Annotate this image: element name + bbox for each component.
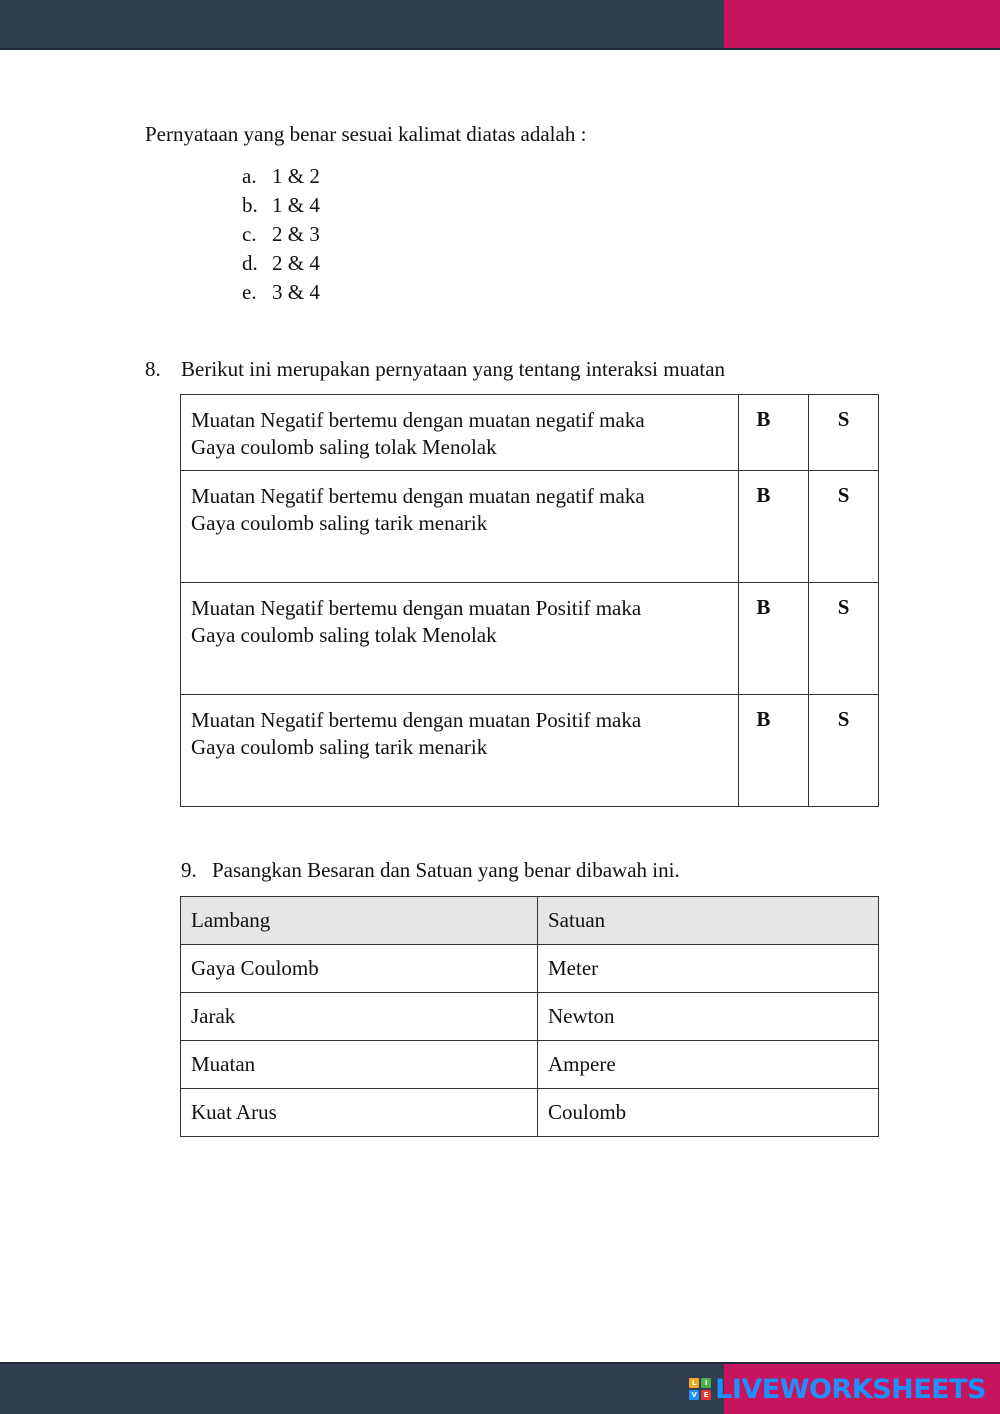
true-option[interactable]: B	[738, 695, 809, 807]
tf-statement: Muatan Negatif bertemu dengan muatan Positif maka Gaya coulomb saling tarik menarik	[181, 695, 739, 807]
option-a[interactable]: a. 1 & 2	[242, 164, 320, 188]
footer-bar	[0, 1362, 1000, 1414]
tf-statement: Muatan Negatif bertemu dengan muatan negatif maka Gaya coulomb saling tarik menarik	[181, 471, 739, 583]
matching-table	[180, 896, 879, 1137]
match-item-left[interactable]: Gaya Coulomb	[181, 945, 538, 993]
option-e[interactable]: e. 3 & 4	[242, 280, 320, 304]
tf-row	[181, 471, 879, 583]
false-option[interactable]: S	[809, 471, 879, 583]
tf-statement: Muatan Negatif bertemu dengan muatan negatif maka Gaya coulomb saling tolak Menolak	[181, 395, 739, 471]
table-row	[181, 1089, 879, 1137]
q8-question: Berikut ini merupakan pernyataan yang tentang interaksi muatan	[181, 357, 726, 381]
table-row	[181, 1041, 879, 1089]
match-item-right[interactable]: Meter	[538, 945, 879, 993]
header-bar	[0, 0, 1000, 50]
option-b[interactable]: b. 1 & 4	[242, 193, 320, 217]
tf-row	[181, 695, 879, 807]
column-header-satuan: Satuan	[538, 897, 879, 945]
true-false-table	[180, 394, 879, 807]
option-c[interactable]: c. 2 & 3	[242, 222, 320, 246]
true-option[interactable]: B	[738, 471, 809, 583]
intro-text: Pernyataan yang benar sesuai kalimat diatas adalah :	[145, 122, 587, 146]
false-option[interactable]: S	[809, 583, 879, 695]
tf-row	[181, 395, 879, 471]
table-row	[181, 993, 879, 1041]
false-option[interactable]: S	[809, 395, 879, 471]
true-option[interactable]: B	[738, 395, 809, 471]
match-item-right[interactable]: Coulomb	[538, 1089, 879, 1137]
match-item-left[interactable]: Jarak	[181, 993, 538, 1041]
q9-question: Pasangkan Besaran dan Satuan yang benar dibawah ini.	[212, 858, 680, 882]
header-accent	[724, 0, 1000, 48]
q8-number: 8.	[145, 357, 161, 381]
tf-statement: Muatan Negatif bertemu dengan muatan Positif maka Gaya coulomb saling tolak Menolak	[181, 583, 739, 695]
table-header-row	[181, 897, 879, 945]
brand-name: LIVEWORKSHEETS	[715, 1373, 986, 1405]
match-item-right[interactable]: Ampere	[538, 1041, 879, 1089]
tf-row	[181, 583, 879, 695]
q9-number: 9.	[181, 858, 197, 882]
match-item-left[interactable]: Kuat Arus	[181, 1089, 538, 1137]
liveworksheets-logo[interactable]	[689, 1373, 986, 1405]
table-row	[181, 945, 879, 993]
false-option[interactable]: S	[809, 695, 879, 807]
logo-mark-icon: L I V E	[689, 1378, 711, 1400]
option-d[interactable]: d. 2 & 4	[242, 251, 320, 275]
match-item-right[interactable]: Newton	[538, 993, 879, 1041]
match-item-left[interactable]: Muatan	[181, 1041, 538, 1089]
column-header-lambang: Lambang	[181, 897, 538, 945]
true-option[interactable]: B	[738, 583, 809, 695]
